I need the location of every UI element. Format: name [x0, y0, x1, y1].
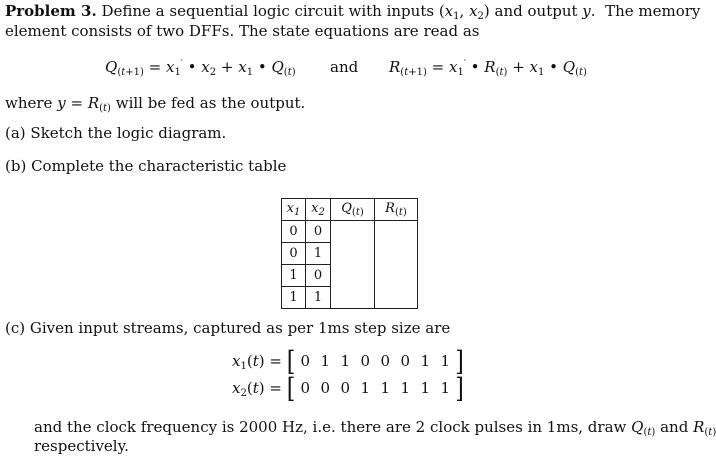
- stream-x1-values: [295, 352, 455, 370]
- table-row: [282, 221, 418, 243]
- stream-x2-value: 1: [400, 379, 411, 397]
- part-c: (c) Given input streams, captured as per 1ms step size are: [5, 319, 451, 337]
- header-x1: $x_1$: [282, 199, 306, 221]
- cell-q-blank: [331, 221, 375, 309]
- stream-x1-value: 1: [440, 352, 451, 370]
- problem-label: Problem 3.: [5, 2, 97, 20]
- stream-x1-value: 0: [380, 352, 391, 370]
- cell-x1: 0: [282, 221, 306, 243]
- state-equation-r: $R_{(t+1)} = x_1'$ • $R_{(t)} + x_1$ • $Q_{(t)}$: [389, 58, 587, 78]
- header-q: $Q_{(t)}$: [331, 199, 375, 221]
- stream-x1-value: 0: [300, 352, 311, 370]
- state-equation-q: $Q_{(t+1)} = x_1'$ • $x_2 + x_1$ • $Q_{(t)}$: [105, 58, 296, 78]
- characteristic-table: [281, 198, 418, 309]
- stream-x2-value: 1: [440, 379, 451, 397]
- where-output-line: where $y = R_{(t)}$ will be fed as the output.: [5, 94, 306, 114]
- stream-x1-value: 1: [320, 352, 331, 370]
- part-a: (a) Sketch the logic diagram.: [5, 124, 227, 142]
- final-line-2: respectively.: [34, 437, 129, 455]
- stream-x2-value: 1: [380, 379, 391, 397]
- cell-r-blank: [375, 221, 418, 309]
- cell-x2: 1: [306, 287, 331, 309]
- cell-x2: 1: [306, 243, 331, 265]
- stream-x2: $x_2(t)$ = [ 0 0 0 1 1 1 1 1 ]: [232, 373, 464, 406]
- stream-x2-value: 0: [320, 379, 331, 397]
- stream-x1-value: 1: [340, 352, 351, 370]
- stream-x2-value: 1: [360, 379, 371, 397]
- cell-x2: 0: [306, 221, 331, 243]
- stream-x2-value: 0: [340, 379, 351, 397]
- cell-x1: 0: [282, 243, 306, 265]
- table-header-row: [282, 199, 418, 221]
- problem-intro-line-1: Problem 3. Define a sequential logic circuit with inputs ($x_1$, $x_2$) and output y. The memory: [5, 2, 701, 22]
- stream-x2-values: [295, 379, 455, 397]
- stream-x2-value: 1: [420, 379, 431, 397]
- stream-x1: $x_1(t)$ = [ 0 1 1 0 0 0 1 1 ]: [232, 346, 464, 379]
- cell-x1: 1: [282, 265, 306, 287]
- problem-intro-line-2: element consists of two DFFs. The state equations are read as: [5, 22, 480, 40]
- cell-x1: 1: [282, 287, 306, 309]
- header-r: $R_{(t)}$: [375, 199, 418, 221]
- header-x2: $x_2$: [306, 199, 331, 221]
- stream-x2-value: 0: [300, 379, 311, 397]
- cell-x2: 0: [306, 265, 331, 287]
- stream-x1-value: 0: [400, 352, 411, 370]
- and-text: and: [330, 58, 359, 76]
- final-line-1: and the clock frequency is 2000 Hz, i.e. there are 2 clock pulses in 1ms, draw $Q_{(t)}$ and $R_{(t)}$: [34, 418, 716, 438]
- stream-x1-value: 0: [360, 352, 371, 370]
- part-b: (b) Complete the characteristic table: [5, 157, 287, 175]
- stream-x1-value: 1: [420, 352, 431, 370]
